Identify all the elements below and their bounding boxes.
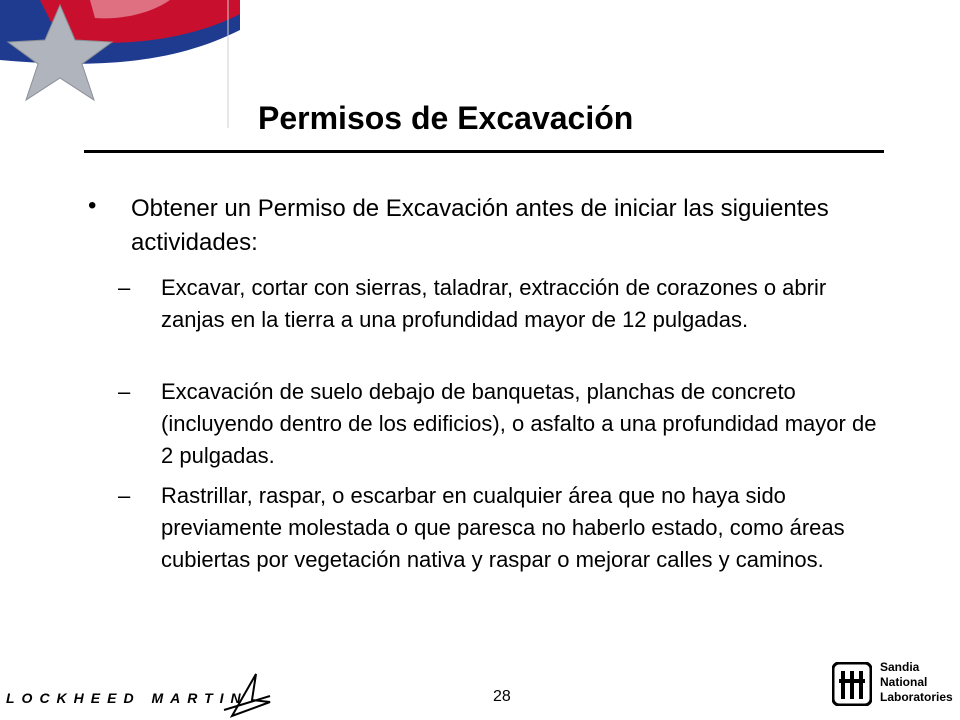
title-underline (84, 150, 884, 153)
slide-title: Permisos de Excavación (258, 100, 634, 136)
sub-item-text: Excavación de suelo debajo de banquetas, planchas de concreto (incluyendo dentro de los edificios), o asfalto a una profundidad mayor de 2 pulgadas. (161, 379, 877, 468)
flag-star-decoration (0, 0, 240, 130)
lockheed-martin-logo (0, 670, 280, 720)
sandia-thunderbird-icon (832, 662, 872, 706)
sandia-line: Sandia (880, 660, 920, 674)
sandia-wordmark (880, 660, 953, 705)
lockheed-martin-wordmark: LOCKHEED MARTIN (6, 690, 248, 706)
star-swoosh-icon (222, 672, 272, 718)
dash-icon: – (118, 379, 131, 404)
sub-item-text: Rastrillar, raspar, o escarbar en cualquier área que no haya sido previamente molestada o que paresca no haberlo estado, como áreas cubiertas por vegetación nativa y raspar o mejorar calles y caminos. (161, 483, 845, 572)
sub-item-text: Excavar, cortar con sierras, taladrar, extracción de corazones o abrir zanjas en la tierra a una profundidad mayor de 12 pulgadas. (161, 275, 827, 332)
bullet-icon: • (88, 192, 97, 219)
sandia-line: National (880, 675, 928, 689)
page-number: 28 (493, 688, 511, 705)
dash-icon: – (118, 275, 131, 300)
dash-icon: – (118, 483, 131, 508)
sandia-line: Laboratories (880, 690, 953, 704)
main-bullet-text: Obtener un Permiso de Excavación antes de iniciar las siguientes actividades: (131, 195, 829, 256)
